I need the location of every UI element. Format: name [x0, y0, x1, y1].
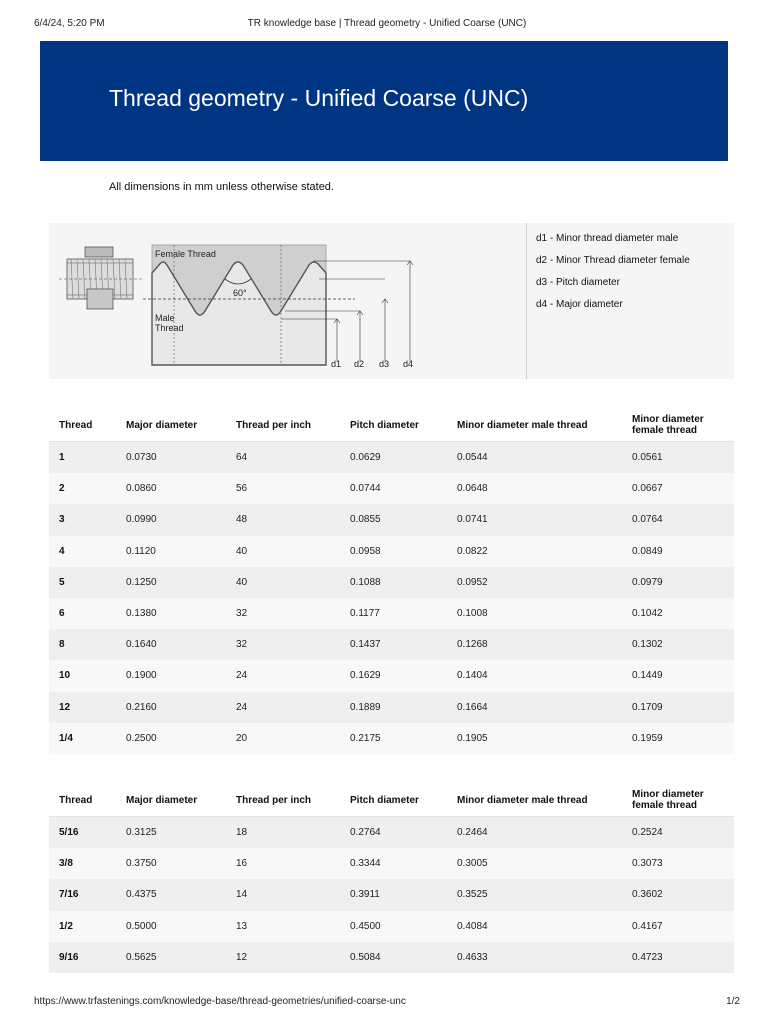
table-cell: 48	[226, 504, 340, 535]
table-cell: 5/16	[49, 817, 116, 849]
table-row	[49, 442, 734, 474]
table-row	[49, 504, 734, 535]
table-cell: 0.3750	[116, 848, 226, 879]
table-cell: 0.5000	[116, 911, 226, 942]
table-cell: 0.1177	[340, 598, 447, 629]
d1-label: d1	[331, 359, 342, 369]
table-cell: 0.1629	[340, 660, 447, 691]
table-cell: 0.1437	[340, 629, 447, 660]
table-cell: 0.1664	[447, 692, 622, 723]
table-cell: 0.0744	[340, 473, 447, 504]
print-url: https://www.trfastenings.com/knowledge-base/thread-geometries/unified-coarse-unc	[34, 996, 406, 1007]
header-pitch-diameter: Pitch diameter	[340, 409, 447, 442]
table-cell: 0.1302	[622, 629, 734, 660]
table-cell: 0.0629	[340, 442, 447, 474]
table-cell: 12	[226, 942, 340, 973]
table-cell: 0.0764	[622, 504, 734, 535]
header-major-diameter: Major diameter	[116, 784, 226, 817]
header-major-diameter: Major diameter	[116, 409, 226, 442]
d3-label: d3	[379, 359, 390, 369]
d2-label: d2	[354, 359, 365, 369]
thread-table-2	[49, 784, 734, 973]
table-cell: 32	[226, 629, 340, 660]
table-cell: 0.0667	[622, 473, 734, 504]
table-cell: 0.4167	[622, 911, 734, 942]
legend-item: d2 - Minor Thread diameter female	[536, 255, 690, 266]
table-cell: 2	[49, 473, 116, 504]
thread-diagram	[55, 233, 415, 371]
table-cell: 0.2764	[340, 817, 447, 849]
table-cell: 16	[226, 848, 340, 879]
table-cell: 0.2524	[622, 817, 734, 849]
table-cell: 0.1008	[447, 598, 622, 629]
table-cell: 0.0561	[622, 442, 734, 474]
table-cell: 0.4723	[622, 942, 734, 973]
table-cell: 32	[226, 598, 340, 629]
table-row	[49, 848, 734, 879]
table-cell: 0.2175	[340, 723, 447, 754]
table-row	[49, 598, 734, 629]
table-cell: 0.1905	[447, 723, 622, 754]
table-cell: 0.0979	[622, 567, 734, 598]
table-cell: 0.3125	[116, 817, 226, 849]
table-row	[49, 879, 734, 910]
header-thread-per-inch: Thread per inch	[226, 409, 340, 442]
table-cell: 8	[49, 629, 116, 660]
table-cell: 0.4375	[116, 879, 226, 910]
male-label-line2: Thread	[155, 323, 184, 333]
table-cell: 0.3073	[622, 848, 734, 879]
table-cell: 0.0822	[447, 536, 622, 567]
table-body	[49, 442, 734, 754]
header-minor-female: Minor diameter female thread	[622, 409, 734, 442]
header-minor-female: Minor diameter female thread	[622, 784, 734, 817]
table-header-row	[49, 784, 734, 817]
table-row	[49, 567, 734, 598]
table-cell: 0.0958	[340, 536, 447, 567]
table-cell: 0.5084	[340, 942, 447, 973]
table-row	[49, 629, 734, 660]
table-header-row	[49, 409, 734, 442]
table-cell: 0.1709	[622, 692, 734, 723]
table-cell: 0.4500	[340, 911, 447, 942]
table-cell: 6	[49, 598, 116, 629]
table-cell: 0.1900	[116, 660, 226, 691]
figure-divider	[526, 223, 527, 379]
legend-item: d4 - Major diameter	[536, 299, 623, 310]
print-date: 6/4/24, 5:20 PM	[34, 18, 105, 29]
table-cell: 0.1380	[116, 598, 226, 629]
table-row	[49, 817, 734, 849]
table-row	[49, 911, 734, 942]
table-cell: 0.4084	[447, 911, 622, 942]
header-pitch-diameter: Pitch diameter	[340, 784, 447, 817]
table-cell: 0.3344	[340, 848, 447, 879]
table-cell: 64	[226, 442, 340, 474]
table-cell: 0.1268	[447, 629, 622, 660]
header-minor-male: Minor diameter male thread	[447, 784, 622, 817]
table-cell: 0.3602	[622, 879, 734, 910]
table-cell: 4	[49, 536, 116, 567]
legend-item: d3 - Pitch diameter	[536, 277, 620, 288]
table-cell: 0.1088	[340, 567, 447, 598]
print-title: TR knowledge base | Thread geometry - Unified Coarse (UNC)	[247, 18, 527, 29]
table-cell: 10	[49, 660, 116, 691]
angle-label: 60°	[233, 288, 247, 298]
male-label-line1: Male	[155, 313, 175, 323]
table-cell: 56	[226, 473, 340, 504]
table-cell: 0.0741	[447, 504, 622, 535]
table-cell: 0.4633	[447, 942, 622, 973]
bolt-nut-icon	[59, 247, 143, 309]
header-thread-per-inch: Thread per inch	[226, 784, 340, 817]
table-row	[49, 942, 734, 973]
table-cell: 20	[226, 723, 340, 754]
table-cell: 0.1449	[622, 660, 734, 691]
table-row	[49, 692, 734, 723]
table-cell: 5	[49, 567, 116, 598]
table-body	[49, 817, 734, 973]
table-cell: 40	[226, 536, 340, 567]
female-thread-label: Female Thread	[155, 249, 216, 259]
table-cell: 1	[49, 442, 116, 474]
page-number: 1/2	[726, 996, 740, 1007]
table-cell: 0.3005	[447, 848, 622, 879]
table-cell: 0.5625	[116, 942, 226, 973]
table-cell: 0.0855	[340, 504, 447, 535]
table-cell: 0.1959	[622, 723, 734, 754]
table-cell: 12	[49, 692, 116, 723]
table-cell: 0.1250	[116, 567, 226, 598]
thread-figure	[49, 223, 734, 379]
table-cell: 0.0544	[447, 442, 622, 474]
table-cell: 0.1120	[116, 536, 226, 567]
table-cell: 40	[226, 567, 340, 598]
table-cell: 7/16	[49, 879, 116, 910]
table-cell: 24	[226, 692, 340, 723]
dimension-legend	[536, 233, 690, 321]
header-thread: Thread	[49, 784, 116, 817]
table-row	[49, 473, 734, 504]
legend-item: d1 - Minor thread diameter male	[536, 233, 679, 244]
table-cell: 0.2500	[116, 723, 226, 754]
table-cell: 0.0849	[622, 536, 734, 567]
table-row	[49, 660, 734, 691]
page-banner	[40, 41, 728, 161]
header-minor-male: Minor diameter male thread	[447, 409, 622, 442]
table-cell: 0.0990	[116, 504, 226, 535]
table-cell: 0.0648	[447, 473, 622, 504]
table-cell: 0.0952	[447, 567, 622, 598]
table-cell: 0.1042	[622, 598, 734, 629]
table-row	[49, 536, 734, 567]
table-cell: 0.3525	[447, 879, 622, 910]
intro-text: All dimensions in mm unless otherwise stated.	[109, 181, 334, 193]
table-cell: 0.1889	[340, 692, 447, 723]
table-cell: 14	[226, 879, 340, 910]
table-cell: 3/8	[49, 848, 116, 879]
table-row	[49, 723, 734, 754]
table-cell: 3	[49, 504, 116, 535]
table-cell: 0.2160	[116, 692, 226, 723]
table-cell: 0.1640	[116, 629, 226, 660]
table-cell: 0.0860	[116, 473, 226, 504]
table-cell: 0.2464	[447, 817, 622, 849]
header-thread: Thread	[49, 409, 116, 442]
table-cell: 0.0730	[116, 442, 226, 474]
table-cell: 0.1404	[447, 660, 622, 691]
table-cell: 9/16	[49, 942, 116, 973]
thread-table-1	[49, 409, 734, 754]
table-cell: 1/2	[49, 911, 116, 942]
d4-label: d4	[403, 359, 414, 369]
table-cell: 18	[226, 817, 340, 849]
table-cell: 1/4	[49, 723, 116, 754]
table-cell: 13	[226, 911, 340, 942]
table-cell: 24	[226, 660, 340, 691]
table-cell: 0.3911	[340, 879, 447, 910]
page-title: Thread geometry - Unified Coarse (UNC)	[109, 85, 529, 111]
